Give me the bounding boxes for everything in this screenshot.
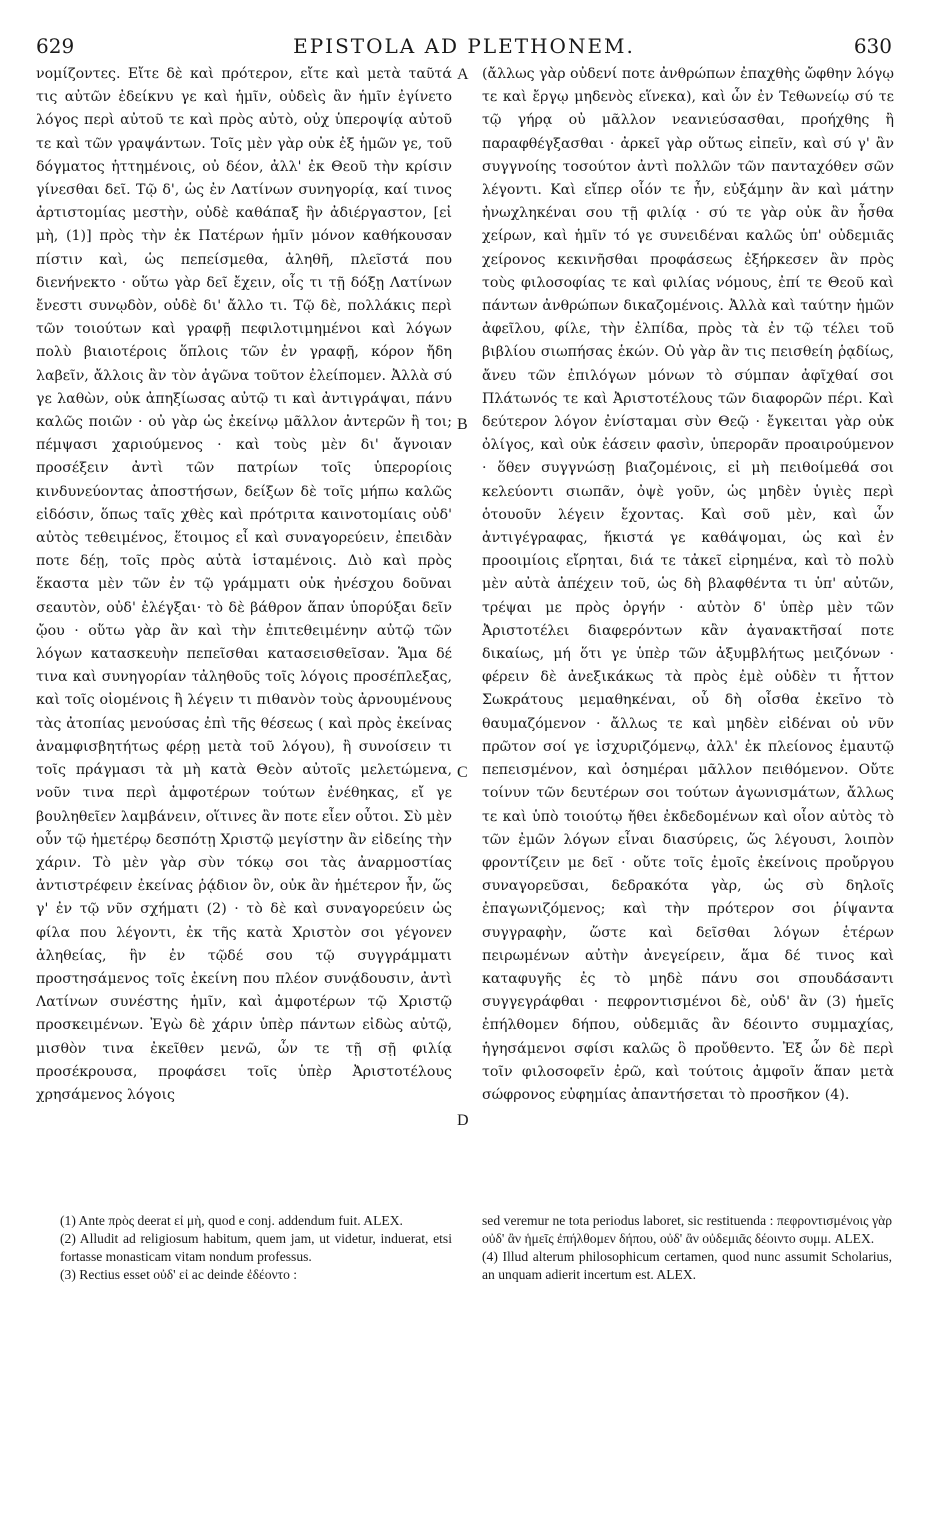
right-column: [482, 63, 894, 1107]
left-column-text: νομίζοντες. Εἴτε δὲ καὶ πρότερον, εἴτε καὶ μετὰ ταῦτά τις αὐτῶν ἐδείκνυ γε καὶ ἡμῖν, οὐδεὶς ἂν ἡμῖν ἐγίνετο λόγος περὶ αὐτοῦ τε καὶ πρὸς αὐτὸ, οὐχ ὑπεροψίᾳ αὐτοῦ τε καὶ τῶν γραψάντων. Τοῖς μὲν γὰρ οὐκ ἐξ ἡμῶν γε, τοῦ δόγματος ἡττημένοις, οὐ δέον, ἀλλ' ἐκ Θεοῦ τὴν κρίσιν γίνεσθαι δεῖ. Τῷ δ', ὡς ἐν Λατίνων συνηγορίᾳ, καί τινος ἀρτιστομίας μεστὴν, οὐδὲ καθάπαξ ἣν ἀδιέργαστον, [εἰ μὴ, (1)] πρὸς τὴν ἐκ Πατέρων ἡμῖν μόνον καθήκουσαν πίστιν καὶ, ὡς πεπείσμεθα, ἀληθῆ, πλεῖστά που διενήνεκτο · οὕτω γὰρ δεῖ ἔχειν, οἷς τι τῇ δόξῃ Λατίνων ἔνεστι συνῳδὸν, οὐδὲ δι' ἄλλο τι. Τῷ δὲ, πολλάκις περὶ τῶν τοιούτων καὶ γραφῇ πεφιλοτιμημένοι καὶ λόγων πολὺ βιαιοτέροις ὅπλοις τῶν ἐν γραφῇ, κόρον ἤδη λαβεῖν, ἄλλοις ἂν τὸν ἀγῶνα τοῦτον ἐλείπομεν. Ἀλλὰ σύ γε λαθὼν, οὐκ ἀπηξίωσας αὐτῷ τι καὶ ἀντιγράψαι, πάνυ καλῶς ποιῶν · οὐ γὰρ ὡς ἐκείνῳ μᾶλλον ἀντερῶν ἢ τοι; πέμψασι χαριούμενος · καὶ τοὺς μὲν δι' ἄγνοιαν προσέξειν ἀντὶ τῶν πατρίων τοῖς ὑπερορίοις κινδυνεύοντας ἀποστήσων, δείξων δὲ τοῖς μήπω καλῶς εἰδόσιν, ὅπως ταῖς χθὲς καὶ πρότριτα καινοτομίαις οὐδ' αὐτὸς τεθειμένος, ἕτοιμος εἶ καὶ συναγορεύειν, ἐπειδὰν ποτε δέῃ, τοῖς πρὸς αὐτὰ ἱσταμένοις. Διὸ καὶ πρὸς ἕκαστα μὲν τῶν ἐν τῷ γράμματι οὐκ ἠνέσχου δοῦναι σεαυτὸν, οὐδ' ἐλέγξαι· τὸ δὲ βάθρον ἅπαν ὑπορύξαι δεῖν ᾤου · οὕτω γὰρ ἂν καὶ τὴν ἐπιτεθειμένην αὐτῷ τῶν λόγων κατασκευὴν πεπεῖσθαι κατασεισθεῖσαν. Ἅμα δέ τινα καὶ συνηγορίαν τἀληθοῦς τοῖς λόγοις προσέπλεξας, καὶ τοῖς οἰομένοις ἢ λέγειν τι πιθανὸν τοὺς ἀρνουμένους τὰς ἀτοπίας μενούσας ἐπὶ τῆς θέσεως ( καὶ πρὸς ἐκείνας ἀναμφισβητήτως φέρῃ μετὰ τοῦ λόγου), ἢ συνοίσειν τι τοῖς πράγμασι τὰ μὴ κατὰ Θεὸν αὐτοῖς μελετώμενα, νοῦν τινα περὶ ἀμφοτέρων τούτων ἐνέθηκας, εἴ γε βουληθεῖεν λαμβάνειν, οἵτινες ἂν ποτε εἶεν οὗτοι. Σὺ μὲν οὖν τῷ ἡμετέρῳ δεσπότῃ Χριστῷ μεγίστην ἂν εἰδείης τὴν χάριν. Τὸ μὲν γὰρ σὺν τόκῳ σοι τὰς ἀναρμοστίας ἀντιστρέφειν ἐκείνας ῥᾴδιον ὂν, οὐκ ἂν ἡμέτερον ἦν, ὥς γ' ἐν τῷ νῦν σχήματι (2) · τὸ δὲ καὶ συναγορεύειν ὡς φίλα που λέγοντι, ἐκ τῆς κατὰ Χριστὸν σοι γέγονεν ἀληθείας, ἣν ἐν τῷδέ σου τῷ συγγράμματι προστησάμενος τοῖς ἐκείνη που πλέον συνᾴδουσιν, ἀντὶ Λατίνων συνέστης ἡμῖν, καὶ ἀμφοτέρων τῷ Χριστῷ προσκειμένων. Ἐγὼ δὲ χάριν ὑπὲρ πάντων εἰδὼς αὐτῷ, μισθὸν τινα ἐκεῖθεν μενῶ, ὧν τε τῇ σῇ φιλίᾳ προσέκρουσα, προφάσει τοῖς ὑπὲρ Ἀριστοτέλους χρησάμενος λόγοις: [36, 66, 452, 1103]
right-column-text: (ἄλλως γὰρ οὐδενί ποτε ἀνθρώπων ἐπαχθὴς ὤφθην λόγῳ τε καὶ ἔργῳ μηδενὸς εἵνεκα), καὶ ὧν ἐν Τεθωνείῳ σύ τε τῷ γήρᾳ οὐ μᾶλλον νεανιεύσασθαι, προήχθης ἢ παραφθέγξασθαι · ἀρκεῖ γὰρ οὕτως εἰπεῖν, καὶ σύ γ' ἂν συγγνοίης τοσούτον ἀντὶ πολλῶν τῶν πανταχόθεν σῶν λέγοντι. Καὶ εἴπερ οἷόν τε ἦν, εὐξάμην ἂν καὶ μάτην ἠνωχληκέναι σου τῇ φιλίᾳ · σύ τε γὰρ οὐκ ἂν ἦσθα χείρων, καὶ ἡμῖν τό γε συνειδέναι καλῶς ὑπ' οὐδεμιᾶς χείρονος κεκινῆσθαι προφάσεως ἐξήρκεσεν ἂν πρὸς τοὺς φιλοσοφίας τε καὶ φιλίας νόμους, ἐπί τε Θεοῦ καὶ πάντων ἀνθρώπων δικαζομένοις. Ἀλλὰ καὶ ταύτην ἡμῶν ἀφεῖλου, φίλε, τὴν ἐλπίδα, πρὸς τὰ ἐν τῷ τέλει τοῦ βιβλίου σιωπήσας ἑκών. Οὐ γὰρ ἂν τις πεισθείη ῥᾳδίως, ἄνευ τῶν ἐπιλόγων μόνων τὸ σύμπαν ἀφῖχθαί σοι Πλάτωνός τε καὶ Ἀριστοτέλους τῶν διαφορῶν πέρι. Καὶ δεύτερον λόγον ἐνίσταμαι σὺν Θεῷ · ἔγκειται γὰρ οὐκ ὀλίγος, καὶ οὐκ ἐάσειν φασὶν, ὑπερορᾶν προαιρούμενον · ὅθεν συγγνώσῃ βιαζομένοις, εἰ μὴ πειθοίμεθά σοι κελεύοντι σιωπᾶν, ὀψὲ γοῦν, ὡς μηδὲν ὑγιὲς περὶ ὁτουοῦν λέγειν ἔχοντας. Καὶ σοῦ μὲν, καὶ ὧν ἀντιγέγραφας, ἥκιστά γε καθάψομαι, ὡς καὶ ἐν προοιμίοις εἴρηται, διά τε τἀκεῖ εἰρημένα, καὶ τὸ πολὺ μὲν αὐτὰ ἀπέχειν τοῦ, ὡς δὴ βλαφθέντα τι ὑπ' αὐτῶν, τρέψαι με πρὸς ὀργήν · αὐτὸν δ' ὑπὲρ μὲν τῶν Ἀριστοτέλει διαφερόντων κἂν ἀγανακτῆσαί ποτε δικαίως, μή ὅτι γε ὑπὲρ τῶν ἀξυμβλήτως μειζόνων · φέρειν δὲ ἀνεξικάκως τὰ πρὸς ἐμὲ οὐδὲν τι ἧττον Σωκράτους μεμαθηκέναι, οὗ δὴ οἶσθα ἐκεῖνο τὸ θαυμαζόμενον · ἄλλως τε καὶ μηδὲν εἰδέναι οὐ νῦν πρῶτον σοί γε ἰσχυριζόμενῳ, ἀλλ' ἐκ πλείονος ἐμαυτῷ πεπεισμένον, καὶ ὁσημέραι μᾶλλον πειθόμενον. Οὔτε τοίνυν τῶν δευτέρων σοι τούτων ἀγωνισμάτων, ἄλλως τε καὶ ὑπὸ τοιούτῳ ἤθει ἐκδεδομένων καὶ οἷον αὐτὸς τὸ τῶν ἐμῶν λόγων εἶναι διασύρεις, ὥς λέγουσι, λοιπὸν φροντίζειν με δεῖ · οὔτε τοῖς ἐμοῖς ἐκείνοις προὔργου συναγορεῦσαι, δεδρακότα γὰρ, ὡς σὺ δηλοῖς ἐπαγωνιζόμενος; καὶ τὴν πρότερον σοι ῥίψαντα συγγραφὴν, ὥστε καὶ δεῖσθαι λόγων ἑτέρων πειρωμένων αὐτὴν ἀνεγείρειν, ἅμα δέ τινος καὶ καταφυγῆς ἐς τὸ μηδὲ πάνυ σοι σπουδάσαντι συγγεγράφθαι · πεφροντισμένοι δὲ, οὐδ' ἂν (3) ἡμεῖς ἐπήλθομεν δήπου, οὐδεμιᾶς ἂν δέοιντο συμμαχίας, ἡγησάμενοι σφίσι καλῶς ὃ προὔθεντο. Ἐξ ὧν δὲ περὶ τοῖν φιλοσοφεῖν ἐρῶ, καὶ τούτοις ἀμφοῖν ἅπαν μετὰ σώφρονος εὐφημίας ἀπαντήσεται τὸ προσῆκον (4).: [482, 66, 894, 1103]
page-number-right: 630: [853, 34, 892, 58]
footnote: (3) Rectius esset οὐδ' εἰ ac deinde ἐδέοντο :: [60, 1267, 298, 1282]
footnotes-left: [60, 1212, 452, 1284]
running-title: EPISTOLA AD PLETHONEM.: [293, 34, 635, 58]
footnote: (1) Ante πρὸς deerat εἰ μὴ, quod e conj. addendum fuit. ALEX.: [60, 1213, 403, 1228]
left-column: [36, 63, 452, 1107]
footnote: (2) Alludit ad religiosum habitum, quem jam, ut videtur, induerat, etsi fortasse monasticam vitam nondum professus.: [60, 1231, 452, 1264]
footnote: (4) Illud alterum philosophicum certamen, quod nunc assumit Scholarius, an unquam adierit incertum est. ALEX.: [482, 1249, 892, 1282]
page-number-left: 629: [36, 34, 75, 58]
page-header: [36, 34, 892, 58]
section-marker-c: C: [457, 764, 468, 781]
footnotes-right: [482, 1212, 892, 1284]
section-marker-a: A: [457, 66, 469, 83]
footnote: sed veremur ne tota periodus laboret, sic restituenda : πεφροντισμένοις γὰρ οὐδ' ἂν ἡμεῖς ἐπήλθομεν δήπου, οὐδ' ἂν οὐδεμιᾶς δέοιντο συμμ. ALEX.: [482, 1213, 892, 1246]
section-marker-b: B: [457, 416, 468, 433]
section-marker-d: D: [457, 1112, 469, 1129]
